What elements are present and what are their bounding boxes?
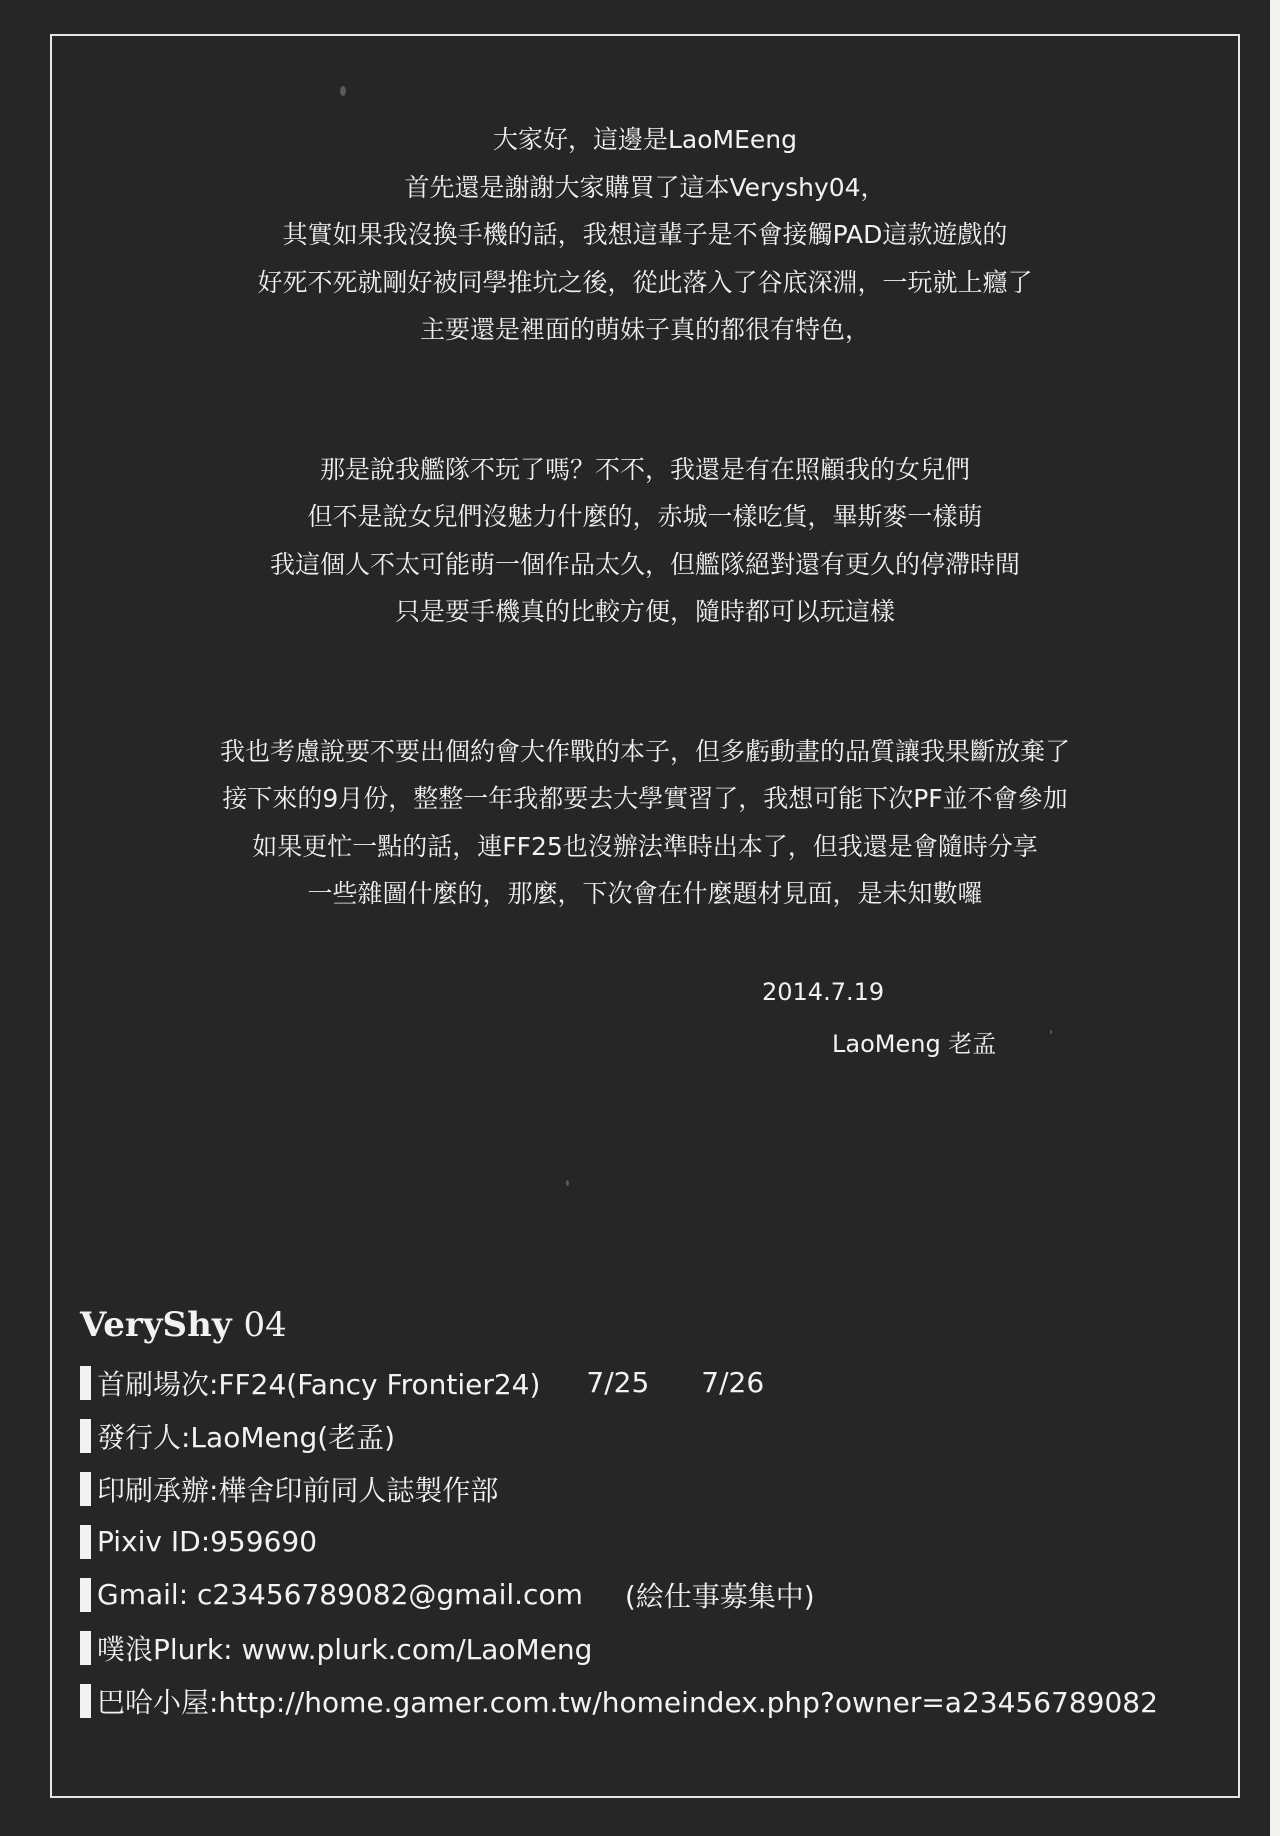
letter-line: 一些雜圖什麼的，那麼，下次會在什麼題材見面，是未知數囉 [307,879,983,908]
bullet-bar-icon [80,1366,91,1400]
bullet-bar-icon [80,1578,91,1612]
info-gmail [80,1568,1230,1621]
baha-text: 巴哈小屋:http://home.gamer.com.tw/homeindex.php?owner=a23456789082 [97,1685,1158,1719]
info-baha [80,1674,1230,1727]
letter-line: 如果更忙一點的話，連FF25也沒辦法準時出本了，但我還是會隨時分享 [252,831,1038,861]
letter-line: 其實如果我沒換手機的話，我想這輩子是不會接觸PAD這款遊戲的 [282,220,1008,249]
printer-text: 印刷承辦:樺舍印前同人誌製作部 [97,1473,499,1507]
info-printer [80,1462,1230,1515]
first-print-date: 7/25 [586,1366,650,1399]
bullet-bar-icon [80,1684,91,1718]
letter-line: 我這個人不太可能萌一個作品太久，但艦隊絕對還有更久的停滯時間 [269,549,1020,579]
book-title [80,1300,1230,1350]
gmail-text: Gmail: c23456789082@gmail.com [97,1578,583,1611]
bullet-bar-icon [80,1472,91,1506]
letter-paragraph-1 [52,116,1238,354]
page-edge [1270,0,1280,1836]
letter-paragraph-2 [52,446,1238,636]
colophon [80,1300,1230,1727]
publisher-text: 發行人:LaoMeng(老孟) [97,1420,396,1454]
letter-line: 好死不死就剛好被同學推坑之後，從此落入了谷底深淵，一玩就上癮了 [257,267,1033,297]
letter-line: 那是說我艦隊不玩了嗎？不不，我還是有在照顧我的女兒們 [319,454,970,484]
letter-paragraph-3 [52,728,1238,918]
plurk-text: 噗浪Plurk: www.plurk.com/LaoMeng [97,1632,593,1666]
letter-date: 2014.7.19 [762,978,885,1006]
info-plurk [80,1621,1230,1674]
afterword-letter [52,116,1238,918]
signature-block [762,966,996,1070]
book-title-number: 04 [243,1305,287,1345]
letter-line: 只是要手機真的比較方便，隨時都可以玩這樣 [394,597,895,626]
bullet-bar-icon [80,1419,91,1453]
letter-line: 大家好，這邊是LaoMEeng [492,125,797,154]
page-content [52,36,1238,1796]
info-publisher [80,1409,1230,1462]
letter-line: 主要還是裡面的萌妹子真的都很有特色， [419,315,870,344]
bullet-bar-icon [80,1631,91,1665]
letter-line: 但不是說女兒們沒魅力什麼的，赤城一樣吃貨，畢斯麥一樣萌 [307,502,983,531]
first-print-label: 首刷場次:FF24(Fancy Frontier24) [97,1367,541,1401]
pixiv-text: Pixiv ID:959690 [97,1525,318,1558]
letter-signature: LaoMeng 老孟 [832,1030,997,1058]
bullet-bar-icon [80,1525,91,1559]
letter-line: 我也考慮說要不要出個約會大作戰的本子，但多虧動畫的品質讓我果斷放棄了 [219,736,1070,766]
book-title-text: VeryShy [80,1305,232,1345]
first-print-date: 7/26 [701,1366,765,1399]
info-pixiv [80,1515,1230,1568]
letter-line: 接下來的9月份，整整一年我都要去大學實習了，我想可能下次PF並不會參加 [222,784,1068,813]
letter-line: 首先還是謝謝大家購買了這本Veryshy04， [404,172,886,202]
info-first-print [80,1356,1230,1409]
gmail-note: (絵仕事募集中) [624,1579,815,1613]
